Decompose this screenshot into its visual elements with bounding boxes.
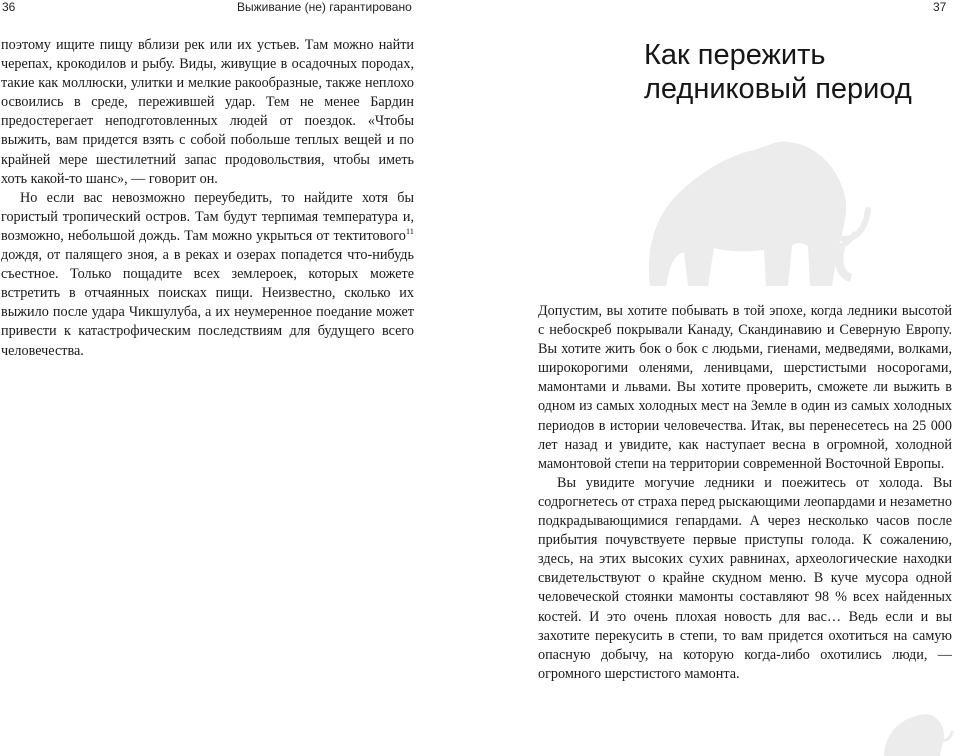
footnote-marker[interactable]: 11: [405, 225, 414, 236]
paragraph: [1, 189, 414, 361]
paragraph: Допустим, вы хотите побывать в той эпохе, когда ледники высотой с небоскреб покрывали Канаду, Скандинавию и Северную Европу. Вы хотите жить бок о бок с людьми, гиенами, медведями, волками, широкорогими оленями, ленивцами, шерстистыми носорогами, мамонтами и львами. Вы хотите проверить, сможете ли выжить в одном из самых холодных мест на Земле в один из самых холодных периодов в истории человечества. Итак, вы перенесетесь на 25 000 лет назад и увидите, как наступает весна в огромной, холодной мамонтовой степи на территории современной Восточной Европы.: [538, 303, 952, 472]
paragraph-text: дождя, от палящего зноя, а в реках и озерах попадется что-нибудь съестное. Только пощадите всех землероек, которых можете встретить в отчаянных поисках пищи. Неизвестно, сколько их выжило после удара Чикшулуба, а их неумеренное поедание может привести к катастрофическим последствиям для будущего всего человечества.: [1, 247, 414, 359]
mammoth-icon: [880, 710, 954, 756]
running-title: Выживание (не) гарантировано: [237, 0, 412, 14]
right-page-body: [538, 302, 952, 684]
paragraph: Вы увидите могучие ледники и поежитесь от холода. Вы содрогнетесь от страха перед рыскающими леопардами и незаметно подкрадывающимися гепардами. А через несколько часов после прибытия почувствуете первые приступы голода. К сожалению, здесь, на этих высоких сухих равнинах, археологические находки свидетельствуют о крайне скудном меню. В куче мусора одной человеческой стоянки мамонты составляют 98 % всех найденных костей. И это очень плохая новость для вас… Ведь если и вы захотите перекусить в степи, то вам придется охотиться на самую опасную добычу, на которую когда-либо охотились люди, — огромного шерстистого мамонта.: [538, 474, 952, 682]
left-page-body: [1, 36, 414, 361]
right-page-number: 37: [933, 0, 947, 14]
mammoth-icon: [642, 138, 872, 288]
chapter-title: Как пережить ледниковый период: [644, 39, 912, 105]
paragraph-text: Но если вас невозможно переубедить, то найдите хотя бы гористый тропический остров. Там будут терпимая температура и, возможно, небольшой дождь. Там можно укрыться от тектитового: [1, 189, 414, 244]
left-page-number: 36: [2, 0, 16, 14]
paragraph: поэтому ищите пищу вблизи рек или их устьев. Там можно найти черепах, крокодилов и рыбу. Виды, живущие в осадочных породах, такие как моллюски, улитки и мелкие ракообразные, также неплохо освоились в среде, пережившей удар. Тем не менее Бардин предостерегает неподготовленных людей от поездок. «Чтобы выжить, вам придется взять с собой побольше теплых вещей и по крайней мере шестилетний запас продовольствия, чтобы иметь хоть какой-то шанс», — говорит он.: [1, 37, 414, 187]
